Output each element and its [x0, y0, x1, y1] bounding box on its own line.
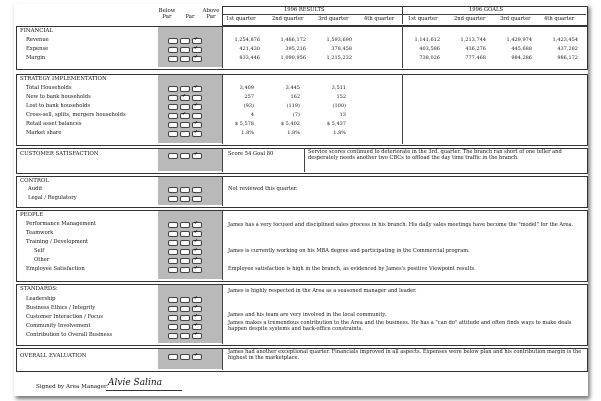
financial-goal-value: 437,282: [557, 46, 578, 52]
standards-note-3: James makes a tremendous contribution to the Area and the business. He has a "can do" attitude and often finds ways to make deals happen despite systems and back-office constraints.: [228, 320, 572, 333]
financial-result-value: 1,486,172: [280, 37, 306, 43]
rating-par-par[interactable]: [180, 240, 190, 246]
strategy-value: 1.8%: [287, 130, 300, 136]
rating-par-par[interactable]: [180, 324, 190, 330]
rating-group[interactable]: [168, 153, 202, 159]
rating-par-par[interactable]: [180, 196, 190, 202]
rating-par-par[interactable]: [180, 297, 190, 303]
strategy-value: 162: [290, 94, 300, 100]
rating-group[interactable]: [168, 315, 202, 321]
rating-par-par[interactable]: [180, 315, 190, 321]
rating-above-par[interactable]: [192, 333, 202, 339]
rating-above-par[interactable]: [192, 56, 202, 62]
strategy-value: $ 5,578: [234, 121, 254, 127]
people-row-label: Training / Development: [26, 239, 89, 245]
rating-below-par[interactable]: [168, 315, 178, 321]
rating-group[interactable]: [168, 104, 202, 110]
goals-title: 1996 GOALS: [469, 7, 503, 13]
results-q1: 1st quarter: [226, 16, 256, 22]
strategy-value: 3,409: [239, 85, 254, 91]
rating-par[interactable]: [180, 354, 190, 360]
rating-par-par[interactable]: [180, 333, 190, 339]
people-row-label: Other: [34, 257, 50, 263]
rating-below-par[interactable]: [168, 196, 178, 202]
rating-above-par[interactable]: [192, 267, 202, 273]
financial-goal-value: 1,423,454: [552, 37, 578, 43]
rating-below-par[interactable]: [168, 249, 178, 255]
goals-q4: 4th quarter: [544, 16, 575, 22]
overall-note: James had another exceptional quarter. Financials improved in all aspects. Expenses were below plan and his contribution margin is the highest in the marketplace.: [228, 349, 582, 362]
rating-group[interactable]: [168, 267, 202, 273]
evaluation-sheet: [14, 4, 588, 396]
rating-par-par[interactable]: [180, 222, 190, 228]
rating-group[interactable]: [168, 249, 202, 255]
financial-result-value: 421,430: [239, 46, 260, 52]
rating-par-par[interactable]: [180, 113, 190, 119]
rating-above-par[interactable]: [192, 249, 202, 255]
financial-row-label: Expense: [26, 46, 49, 52]
rating-below-par[interactable]: [168, 297, 178, 303]
rating-par-par[interactable]: [180, 47, 190, 53]
rating-below-par[interactable]: [168, 324, 178, 330]
financial-row-label: Revenue: [26, 37, 49, 43]
rating-above-par[interactable]: [192, 240, 202, 246]
rating-group[interactable]: [168, 38, 202, 44]
financial-title: FINANCIAL: [20, 28, 53, 34]
rating-par-par[interactable]: [180, 104, 190, 110]
rating-below-par[interactable]: [168, 47, 178, 53]
customer-title: CUSTOMER SATISFACTION: [20, 151, 99, 157]
goals-q2: 2nd quarter: [454, 16, 486, 22]
rating-below-par[interactable]: [168, 95, 178, 101]
strategy-row-label: Lost to bank households: [26, 103, 91, 109]
strategy-value: (100): [332, 103, 346, 109]
rating-below-par[interactable]: [168, 56, 178, 62]
rating-par-par[interactable]: [180, 95, 190, 101]
rating-below-par[interactable]: [168, 104, 178, 110]
strategy-value: 4: [250, 112, 254, 118]
rating-par-par[interactable]: [180, 231, 190, 237]
rating-group[interactable]: [168, 231, 202, 237]
strategy-row-label: Retail asset balances: [26, 121, 82, 127]
signed-label: Signed by Area Manager:: [36, 384, 109, 390]
rating-below-par[interactable]: [168, 222, 178, 228]
rating-below-par[interactable]: [168, 113, 178, 119]
header-above-par: Above Par: [202, 8, 220, 20]
financial-result-value: 395,216: [285, 46, 306, 52]
strategy-value: $ 5,437: [326, 121, 346, 127]
control-section: [16, 176, 588, 208]
financial-result-value: 1,254,876: [234, 37, 260, 43]
people-note-1: James has a very focused and disciplined sales process in his branch. His daily sales meetings have become the "model" for the Area.: [228, 222, 574, 228]
strategy-value: (7): [292, 112, 300, 118]
financial-goal-value: 738,026: [419, 55, 440, 61]
rating-above-par[interactable]: [192, 324, 202, 330]
results-q4: 4th quarter: [364, 16, 395, 22]
rating-above-par[interactable]: [192, 86, 202, 92]
rating-below-par[interactable]: [168, 131, 178, 137]
overall-title: OVERALL EVALUATION: [20, 353, 87, 359]
control-row-label: Legal / Regulatory: [28, 195, 77, 201]
strategy-value: 3,511: [331, 85, 346, 91]
rating-above-par[interactable]: [192, 153, 202, 159]
rating-above-par[interactable]: [192, 297, 202, 303]
rating-above-par[interactable]: [192, 38, 202, 44]
strategy-value: 13: [339, 112, 346, 118]
strategy-value: 152: [336, 94, 346, 100]
strategy-value: (93): [243, 103, 254, 109]
financial-result-value: 833,446: [239, 55, 260, 61]
standards-row-label: Community Involvement: [26, 323, 91, 329]
rating-below-par[interactable]: [168, 333, 178, 339]
rating-below-par[interactable]: [168, 86, 178, 92]
financial-row-label: Margin: [26, 55, 46, 61]
strategy-row-label: Cross-sell, splits, mergers households: [26, 112, 126, 118]
rating-above-par[interactable]: [192, 104, 202, 110]
financial-goal-value: 984,286: [511, 55, 532, 61]
results-q2: 2nd quarter: [272, 16, 304, 22]
goals-q3: 3rd quarter: [500, 16, 531, 22]
financial-goal-value: 1,213,744: [460, 37, 486, 43]
rating-group[interactable]: [168, 56, 202, 62]
rating-above-par[interactable]: [192, 113, 202, 119]
strategy-value: 1.8%: [333, 130, 346, 136]
standards-title: STANDARDS:: [20, 286, 58, 292]
rating-above-par[interactable]: [192, 231, 202, 237]
header-par: Par: [185, 14, 195, 20]
rating-below-par[interactable]: [168, 258, 178, 264]
rating-above-par[interactable]: [192, 95, 202, 101]
financial-result-value: 1,593,690: [326, 37, 352, 43]
people-row-label: Performance Management: [26, 221, 96, 227]
customer-score: Score 54 Goal 80: [228, 151, 274, 157]
rating-below-par[interactable]: [168, 122, 178, 128]
people-row-label: Self: [34, 248, 45, 254]
rating-group[interactable]: [168, 324, 202, 330]
financial-goal-value: 403,586: [419, 46, 440, 52]
results-title: 1996 RESULTS: [284, 7, 325, 13]
rating-par-par[interactable]: [180, 86, 190, 92]
rating-above-par[interactable]: [192, 131, 202, 137]
rating-above-par[interactable]: [192, 47, 202, 53]
rating-group[interactable]: [168, 95, 202, 101]
rating-par-par[interactable]: [180, 267, 190, 273]
rating-group[interactable]: [168, 240, 202, 246]
rating-par-par[interactable]: [180, 38, 190, 44]
rating-group[interactable]: [168, 47, 202, 53]
standards-row-label: Contribution to Overall Business: [26, 332, 113, 338]
financial-goal-value: 445,688: [511, 46, 532, 52]
financial-goal-value: 986,172: [557, 55, 578, 61]
rating-par-par[interactable]: [180, 131, 190, 137]
rating-group[interactable]: [168, 258, 202, 264]
control-row-label: Audit: [28, 186, 43, 192]
financial-result-value: 1,090,956: [280, 55, 306, 61]
financial-goal-value: 1,141,612: [414, 37, 440, 43]
signature: Alvie Salina: [108, 378, 162, 388]
people-row-label: Teamwork: [26, 230, 54, 236]
rating-above-par[interactable]: [192, 196, 202, 202]
rating-group[interactable]: [168, 113, 202, 119]
rating-par-par[interactable]: [180, 56, 190, 62]
rating-below-par[interactable]: [168, 240, 178, 246]
strategy-title: STRATEGY IMPLEMENTATION: [20, 76, 107, 82]
control-title: CONTROL: [20, 178, 49, 184]
rating-below-par[interactable]: [168, 306, 178, 312]
strategy-value: $ 5,402: [280, 121, 300, 127]
standards-note-2: James and his team are very involved in the local community.: [228, 312, 387, 318]
rating-group[interactable]: [168, 86, 202, 92]
standards-row-label: Leadership: [26, 296, 56, 302]
strategy-value: 257: [244, 94, 254, 100]
overall-rating[interactable]: [168, 354, 202, 360]
people-note-3: Employee satisfaction is high in the branch, as evidenced by James's positive Viewpoint results.: [228, 266, 476, 272]
rating-group[interactable]: [168, 187, 202, 193]
rating-below-par[interactable]: [168, 153, 178, 159]
rating-above-par[interactable]: [192, 187, 202, 193]
standards-row-label: Customer Interaction / Focus: [26, 314, 103, 320]
standards-row-label: Business Ethics / Integrity: [26, 305, 96, 311]
rating-par-par[interactable]: [180, 153, 190, 159]
rating-par-par[interactable]: [180, 258, 190, 264]
standards-note-1: James is highly respected in the Area as a seasoned manager and leader.: [228, 288, 417, 294]
strategy-section: [16, 74, 588, 146]
strategy-value: 3,445: [285, 85, 300, 91]
strategy-value: 1.8%: [241, 130, 254, 136]
financial-goal-value: 777,468: [465, 55, 486, 61]
header-below-par: Below Par: [158, 8, 176, 20]
rating-below-par[interactable]: [168, 38, 178, 44]
rating-above-par[interactable]: [192, 122, 202, 128]
goals-q1: 1st quarter: [408, 16, 438, 22]
strategy-value: (119): [286, 103, 300, 109]
financial-goal-value: 1,429,974: [506, 37, 532, 43]
rating-group[interactable]: [168, 333, 202, 339]
strategy-row-label: New to bank households: [26, 94, 91, 100]
financial-goal-value: 436,276: [465, 46, 486, 52]
strategy-row-label: Total Households: [26, 85, 72, 91]
rating-group[interactable]: [168, 222, 202, 228]
people-note-2: James is currently working on his MBA degree and participating in the Commercial program.: [228, 248, 470, 254]
people-row-label: Employee Satisfaction: [26, 266, 85, 272]
strategy-row-label: Market share: [26, 130, 62, 136]
customer-note: Service scores continued to deteriorate in the 3rd. quarter. The branch ran short of one teller and desperately needs another two CBCs to offload the day time traffic in the branch.: [308, 149, 562, 162]
rating-par-par[interactable]: [180, 187, 190, 193]
rating-below-par[interactable]: [168, 187, 178, 193]
rating-group[interactable]: [168, 297, 202, 303]
rating-group[interactable]: [168, 131, 202, 137]
rating-below-par[interactable]: [168, 267, 178, 273]
rating-above-par[interactable]: [192, 315, 202, 321]
rating-below-par[interactable]: [168, 231, 178, 237]
rating-par-par[interactable]: [180, 249, 190, 255]
control-note: Not reviewed this quarter.: [228, 186, 298, 192]
rating-above-par[interactable]: [192, 222, 202, 228]
rating-group[interactable]: [168, 122, 202, 128]
rating-below-par[interactable]: [168, 354, 178, 360]
results-q3: 3rd quarter: [318, 16, 349, 22]
rating-above-par[interactable]: [192, 354, 202, 360]
financial-result-value: 378,458: [331, 46, 352, 52]
rating-above-par[interactable]: [192, 306, 202, 312]
financial-result-value: 1,215,232: [326, 55, 352, 61]
rating-group[interactable]: [168, 196, 202, 202]
people-title: PEOPLE: [20, 212, 44, 218]
rating-par-par[interactable]: [180, 306, 190, 312]
rating-group[interactable]: [168, 306, 202, 312]
rating-par-par[interactable]: [180, 122, 190, 128]
rating-above-par[interactable]: [192, 258, 202, 264]
